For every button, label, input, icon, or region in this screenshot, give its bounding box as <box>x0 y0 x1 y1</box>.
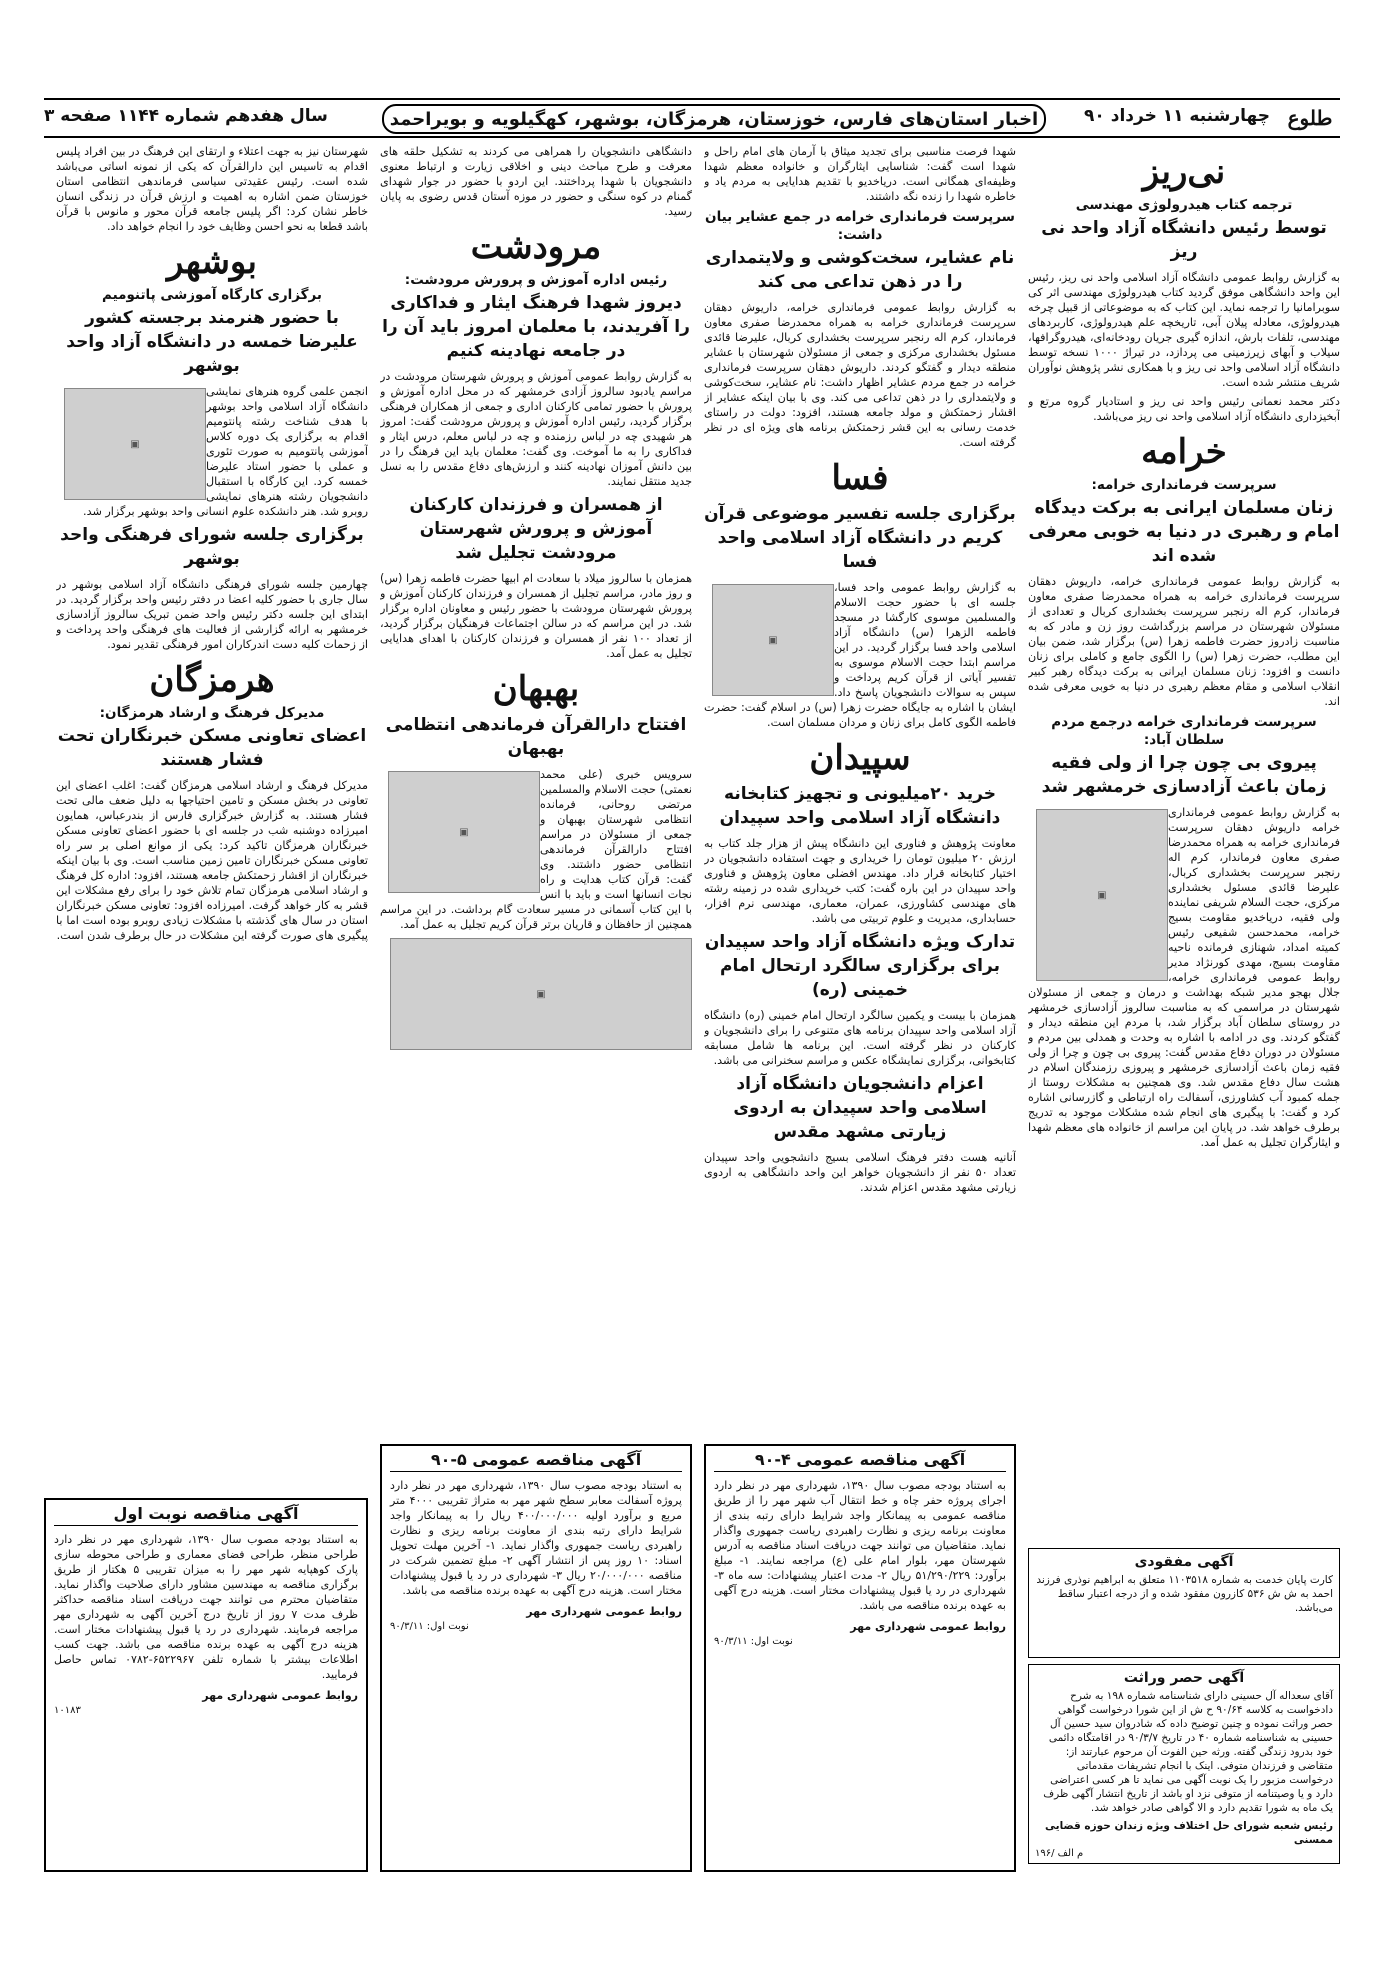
article-photo: ▣ <box>388 771 540 893</box>
city-title-behbahan: بهبهان <box>492 669 580 709</box>
city-title-kharameh: خرامه <box>1141 432 1227 472</box>
article-body: انجمن علمی گروه هنرهای نمایشی دانشگاه آزاد اسلامی واحد بوشهر با هدف شناخت رشته پانتومیم اقدام به برگزاری یک دوره کلاس آموزشی پانتومیم به صورت تئوری و عملی با حضور استاد علیرضا خمسه کرد. این کارگاه با استقبال دانشجویان رشته هنرهای نمایشی روبرو شد. هنر دانشکده علوم انسانی واحد بوشهر برگزار شد. <box>83 385 368 518</box>
city-title-sepidan: سپیدان <box>809 738 911 778</box>
city-title-marvdasht: مرودشت <box>470 227 602 267</box>
ad-title: آگهی مفقودی <box>1134 1554 1234 1570</box>
headline: دیروز شهدا فرهنگ ایثار و فداکاری را آفریدند، با معلمان امروز باید آن را در جامعه نهادینه کنیم <box>382 293 690 361</box>
article-photo: ▣ <box>712 584 834 696</box>
section-banner: اخبار استان‌های فارس، خوزستان، هرمزگان، بوشهر، کهگیلویه و بویراحمد <box>382 104 1046 134</box>
tender-ad-first <box>44 1498 368 1872</box>
article-body: همزمان با سالروز میلاد با سعادت ام ابیها حضرت فاطمه زهرا (س) و روز مادر، مراسم تجلیل از همسران و فرزندان کارکنان آموزش و پرورش شهرستان مرودشت با حضور رئیس و معاونان اداره برگزار شد. در این مراسم که در سالن اجتماعات فرهنگیان برگزار گردید، از تعداد ۱۰۰ نفر از همسران و فرزندان کارکنان با اهدای هدایایی تجلیل به عمل آمد. <box>380 572 692 660</box>
article-body: همزمان با بیست و یکمین سالگرد ارتحال امام خمینی (ره) دانشگاه آزاد اسلامی واحد سپیدان برنامه های متنوعی را برای دانشجویان و کارکنان در نظر گرفته است. این برنامه ها شامل مسابقه کتابخوانی، برگزاری نمایشگاه عکس و مراسم سخنرانی می باشد. <box>704 1009 1016 1067</box>
ad-signature: روابط عمومی شهرداری مهر <box>526 1605 682 1618</box>
column-2 <box>704 144 1016 1424</box>
headline: اعضای تعاونی مسکن خبرنگاران تحت فشار هستند <box>57 726 367 770</box>
headline: تدارک ویژه دانشگاه آزاد واحد سپیدان برای برگزاری سالگرد ارتحال امام خمینی (ره) <box>704 932 1016 1000</box>
kicker: سرپرست فرمانداری خرامه: <box>1091 477 1277 493</box>
headline: از همسران و فرزندان کارکنان آموزش و پرورش شهرستان مرودشت تجلیل شد <box>409 495 663 563</box>
column-4 <box>56 144 368 1484</box>
article-body: معاونت پژوهش و فناوری این دانشگاه پیش از هزار جلد کتاب به ارزش ۲۰ میلیون تومان را خریداری و جهت استفاده دانشجویان در اختیار کتابخانه قرار داد. مهندس افضلی معاون پژوهش و فناوری واحد سپیدان در این باره گفت: کتب خریداری شده در زمینه رشته های مهندسی کشاورزی، عمران، معماری، مهندسی نرم افزار، حسابداری، مدیریت و علوم تربیتی می باشد. <box>704 837 1016 925</box>
newspaper-logo: طلوع <box>1287 106 1333 130</box>
inheritance-notice-ad <box>1028 1664 1340 1864</box>
headline: پیروی بی چون چرا از ولی فقیه زمان باعث آزادسازی خرمشهر شد <box>1041 753 1327 797</box>
tender-ad-4 <box>704 1444 1016 1872</box>
ad-code: نوبت اول: ۹۰/۳/۱۱ <box>714 1636 793 1647</box>
kicker: سرپرست فرمانداری خرامه در جمع عشایر بیان داشت: <box>705 209 1015 243</box>
headline: برگزاری جلسه شورای فرهنگی واحد بوشهر <box>60 525 364 569</box>
ad-signature: روابط عمومی شهرداری مهر <box>850 1620 1006 1633</box>
kicker: سرپرست فرمانداری خرامه درجمع مردم سلطان آباد: <box>1051 714 1317 748</box>
issue-date: چهارشنبه ۱۱ خرداد ۹۰ <box>1084 106 1270 126</box>
article-body: به گزارش روابط عمومی فرمانداری خرامه داریوش دهقان سرپرست فرمانداری خرامه به همراه محمدرضا صفری معاون فرماندار، کرم اله رنجبر سرپرست بخشداری کربال، علیرضا قائدی مسئول بخشداری مرکزی، حجت السلام شریفی نماینده ولی فقیه، دریاخدیو مقاومت بسیج خرامه، محمدحسن شفیعی رئیس کمیته امداد، شهنازی فرمانده ناحیه مقاومت بسیج، مهدی کورنژاد مدیر روابط عمومی فرمانداری خرامه، جلال بهجو مدیر شبکه بهداشت و درمان و جمعی از مسئولان شهرستان در مراسمی که به مناسبت سالروز آزادسازی خرمشهر در روستای سلطان آباد برگزار شد، با مردم این منطقه دیدار و گفتگو کردند. وی در ادامه با اشاره به وحدت و همدلی بین مردم و مسئولان در دوران دفاع مقدس گفت: پیروی بی چون و چرا از ولی فقیه زمان باعث آزادسازی خرمشهر و پیروزی رزمندگان اسلام در هشت سال دفاع مقدس شد. وی همچنین به مشکلات روستا از جمله کمبود آب کشاورزی، آسفالت راه ارتباطی و گازرسانی اشاره کرد و گفت: با پیگیری های انجام شده مشکلات موجود به تدریج برطرف خواهد شد. در پایان این مراسم از خانواده های معظم شهدا و ایثارگران تجلیل به عمل آمد. <box>1028 806 1340 1149</box>
city-title-neyriz: نی‌ریز <box>1142 152 1226 192</box>
ad-code: ۱۹۶/ م الف <box>1035 1848 1084 1859</box>
column-3 <box>380 144 692 1424</box>
page-header <box>44 98 1340 138</box>
ad-signature: روابط عمومی شهرداری مهر <box>202 1689 358 1702</box>
headline: نام عشایر، سخت‌کوشی و ولایتمداری را در ذهن تداعی می کند <box>705 248 1015 292</box>
article-body: به گزارش روابط عمومی واحد فسا، جلسه ای با حضور حجت الاسلام والمسلمین موسوی کارگشا در مسجد فاطمه الزهرا (س) دانشگاه آزاد اسلامی واحد فسا برگزار گردید. در این مراسم ابتدا حجت الاسلام موسوی به تفسیر آیاتی از قرآن کریم پرداخت و سپس به سوالات دانشجویان پاسخ داد. ایشان با اشاره به جایگاه حضرت زهرا (س) در اسلام گفت: حضرت فاطمه الگوی کامل برای زنان و مردان مسلمان است. <box>704 581 1016 729</box>
headline: زنان مسلمان ایرانی به برکت دیدگاه امام و رهبری در دنیا به خوبی معرفی شده اند <box>1028 498 1340 566</box>
article-body: آنانیه هست دفتر فرهنگ اسلامی بسیج دانشجویی واحد سپیدان تعداد ۵۰ نفر از دانشجویان خواهر این واحد دانشگاهی به اردوی زیارتی مشهد مقدس اعزام شدند. <box>704 1151 1016 1194</box>
ad-signature: رئیس شعبه شورای حل اختلاف ویژه زندان حوزه قضایی ممسنی <box>1045 1820 1333 1846</box>
article-body: به گزارش روابط عمومی فرمانداری خرامه، داریوش دهقان سرپرست فرمانداری خرامه به همراه محمدرضا صفری معاون فرماندار، کرم اله رنجبر سرپرست بخشداری کربال، علیرضا قائدی مسئول بخشداری مرکزی و جمعی از مسئولان شهرستان با عشایر منطقه دیدار و گفتگو کردند. داریوش دهقان سرپرست فرمانداری خرامه در جمع مردم عشایر اظهار داشت: نام عشایر، سخت‌کوشی و ولایتمداری را در ذهن تداعی می کند. وی با بیان اینکه عشایر از اقشار زحمتکش و مولد جامعه هستند، افزود: دولت در راستای خدمت رسانی به این قشر زحمتکش برنامه های ویژه ای در نظر گرفته است. <box>704 301 1016 449</box>
city-title-fasa: فسا <box>831 458 889 498</box>
ad-title: آگهی مناقصه نوبت اول <box>54 1506 358 1526</box>
article-body: به گزارش روابط عمومی دانشگاه آزاد اسلامی واحد نی ریز، رئیس این واحد دانشگاهی موفق گردید کتاب هیدرولوژی مهندسی اثر کی سوبرامانیا را ترجمه نماید. این کتاب که به موضوعاتی از قبیل چرخه هیدرولوژی، معادله پیلان آبی، تاریخچه علم هیدرولوژی، کاربردهای مهندسی، تلفات بارش، اندازه گیری جریان رودخانه‌ای، هیدروگرافها، سیلاب و آبهای زیرزمینی می پردازد، در تیراژ ۱۰۰۰ نسخه توسط دانشگاه آزاد اسلامی واحد نی ریز و با همکاری نشر پژوهش نوآوران شریف منتشر شده است. <box>1028 271 1340 389</box>
article-body: چهارمین جلسه شورای فرهنگی دانشگاه آزاد اسلامی بوشهر در سال جاری با حضور کلیه اعضا در دفتر رئیس واحد برگزار گردید. در ابتدای این جلسه دکتر رئیس واحد ضمن تبریک سالروز آزادسازی خرمشهر به ارائه گزارشی از فعالیت های فرهنگی واحد پرداخت و از زحمات کلیه دست اندرکاران امور فرهنگی تقدیر نمود. <box>56 578 368 651</box>
article-body: مدیرکل فرهنگ و ارشاد اسلامی هرمزگان گفت: اغلب اعضای این تعاونی در بخش مسکن و تامین احتیاجها به دلیل ضعف مالی تحت فشار هستند. به گزارش خبرگزاری فارس از بندرعباس، همایون امیرزاده دوشنبه شب در جلسه ای با حضور اعضای تعاونی مسکن خبرنگاران هرمزگان تاکید کرد: یکی از موانع اصلی بر سر راه تعاونی مسکن خبرنگاران تامین زمین مناسب است. وی با بیان اینکه خبرنگاران از اقشار زحمتکش جامعه هستند، افزود: اداره کل فرهنگ و ارشاد اسلامی هرمزگان تمام تلاش خود را برای رفع مشکلات این قشر به کار خواهد گرفت. امیرزاده افزود: تعاونی مسکن خبرنگاران استان در سال های گذشته با مشکلات زیادی روبرو بوده است اما با پیگیری های صورت گرفته این مشکلات در حال برطرف شدن است. <box>56 779 368 942</box>
article-body: دکتر محمد نعمانی رئیس واحد نی ریز و استادیار گروه مرتع و آبخیزداری دانشگاه آزاد اسلامی واحد نی ریز می‌باشد. <box>1028 395 1340 423</box>
headline: خرید ۲۰میلیونی و تجهیز کتابخانه دانشگاه آزاد اسلامی واحد سپیدان <box>719 784 1001 828</box>
headline: افتتاح دارالقرآن فرماندهی انتظامی بهبهان <box>385 715 687 759</box>
ad-body: به استناد بودجه مصوب سال ۱۳۹۰، شهرداری مهر در نظر دارد اجرای پروژه حفر چاه و خط انتقال آب شهر مهر را از طریق مناقصه عمومی به پیمانکار واجد شرایط دارای رتبه بندی از معاونت برنامه ریزی و نظارت راهبردی ریاست جمهوری واگذار نماید. متقاضیان می توانند جهت دریافت اسناد مناقصه به آدرس شهرستان مهر، بلوار امام علی (ع) مراجعه نمایند. ۱- مبلغ برآورد: ۵۱/۲۹۰/۲۲۹ ریال ۲- مدت اعتبار پیشنهادات: سه ماه ۳- شهرداری در رد یا قبول پیشنهادات مختار است. هزینه درج آگهی به عهده برنده مناقصه می باشد. <box>714 1479 1006 1612</box>
headline: اعزام دانشجویان دانشگاه آزاد اسلامی واحد سپیدان به اردوی زیارتی مشهد مقدس <box>733 1074 987 1142</box>
ad-code: نوبت اول: ۹۰/۳/۱۱ <box>390 1621 469 1632</box>
article-body: شهدا فرصت مناسبی برای تجدید میثاق با آرمان های امام راحل و شهدا است گفت: شناسایی ایثارگران و خانواده معظم شهدا وظیفه‌ای همگانی است. دریاخدیو با تقدیم هدایایی به مردم یاد و خاطره شهدا را زنده نگه داشتند. <box>704 145 1016 203</box>
tender-ad-5 <box>380 1444 692 1872</box>
article-photo: ▣ <box>390 938 692 1050</box>
ad-title: آگهی مناقصه عمومی ۵-۹۰ <box>390 1452 682 1472</box>
article-body: دانشگاهی دانشجویان را همراهی می کردند به تشکیل حلقه های معرفت و طرح مباحث دینی و اخلاقی زیارت و ارتباط معنوی دانشجویان با شهدا پرداختند. این اردو با حضور در جوار شهدای گمنام در کوه سنگی و حضور در موزه آستان قدس رضوی به پایان رسید. <box>380 145 692 218</box>
kicker: رئیس اداره آموزش و پرورش مرودشت: <box>404 272 668 288</box>
article-body: سرویس خبری (علی محمد نعمتی) حجت الاسلام والمسلمین مرتضی روحانی، فرمانده انتظامی شهرستان بهبهان و جمعی از مسئولان در مراسم افتتاح دارالقرآن فرماندهی انتظامی حضور داشتند. وی گفت: قرآن کتاب هدایت و راه نجات انسانها است و باید با انس با این کتاب آسمانی در مسیر سعادت گام برداشت. در این مراسم همچنین از حافظان و قاریان برتر قرآن کریم تجلیل به عمل آمد. <box>380 768 692 931</box>
ad-body: به استناد بودجه مصوب سال ۱۳۹۰، شهرداری مهر در نظر دارد طراحی منظر، طراحی فضای معماری و طراحی محوطه سازی پارک کوهپایه شهر مهر را به میزان تقریبی ۵ هکتار از طریق برگزاری مناقصه به مهندسین مشاور دارای صلاحیت واگذار نماید. متقاضیان محترم می توانند جهت دریافت اسناد مناقصه حداکثر ظرف مدت ۷ روز از تاریخ درج آخرین آگهی به شهرداری مهر مراجعه فرمایند. شهرداری در رد یا قبول پیشنهادات مختار است. هزینه درج آگهی به عهده برنده مناقصه می باشد. جهت کسب اطلاعات بیشتر با شماره تلفن ۶۵۲۲۹۶۷-۰۷۸۲ تماس حاصل فرمایید. <box>54 1533 358 1681</box>
lost-notice-ad <box>1028 1548 1340 1658</box>
ad-title: آگهی مناقصه عمومی ۴-۹۰ <box>714 1452 1006 1472</box>
city-title-bushehr: بوشهر <box>167 242 257 282</box>
issue-info: سال هفدهم شماره ۱۱۴۴ صفحه ۳ <box>44 106 328 126</box>
city-title-hormozgan: هرمزگان <box>149 660 275 700</box>
ad-title: آگهی حصر وراثت <box>1123 1670 1245 1686</box>
article-photo: ▣ <box>64 388 206 500</box>
article-photo: ▣ <box>1036 809 1168 981</box>
headline: برگزاری جلسه تفسیر موضوعی قرآن کریم در دانشگاه آزاد اسلامی واحد فسا <box>704 504 1016 572</box>
ad-body: کارت پایان خدمت به شماره ۱۱۰۳۵۱۸ متعلق به ابراهیم نوذری فرزند احمد به ش ش ۵۳۶ کازرون مفقود شده و از درجه اعتبار ساقط می‌باشد. <box>1036 1574 1333 1614</box>
article-body: به گزارش روابط عمومی فرمانداری خرامه، داریوش دهقان سرپرست فرمانداری خرامه به همراه محمدرضا صفری معاون فرماندار، کرم اله رنجبر سرپرست بخشداری کربال و تعدادی از مسئولان شهرستان در مراسم بزرگداشت روز زن و مادر که به مناسبت زادروز حضرت فاطمه زهرا (س) برگزار شد، ضمن بیان این مطلب، حضرت زهرا (س) را الگوی جامع و کاملی برای زنان دانست و افزود: زنان مسلمان ایرانی به برکت دیدگاه رهبر کبیر انقلاب اسلامی و مقام معظم رهبری در دنیا به خوبی معرفی شده اند. <box>1028 575 1340 708</box>
kicker: مدیرکل فرهنگ و ارشاد هرمزگان: <box>99 705 325 721</box>
kicker: ترجمه کتاب هیدرولوژی مهندسی <box>1075 197 1293 213</box>
newspaper-page <box>44 98 1340 1918</box>
headline: با حضور هنرمند برجسته کشور علیرضا خمسه در دانشگاه آزاد واحد بوشهر <box>66 308 358 376</box>
article-body: شهرستان نیز به جهت اعتلاء و ارتقای این فرهنگ در بین افراد پلیس اقدام به تاسیس این دارالقرآن که یکی از نمونه اساتی می‌باشد شده است. رئیس عقیدتی سیاسی فرماندهی انتظامی استان خوزستان ضمن اشاره به اهمیت و ارزش قرآن در زندگی انسان خاطر نشان کرد: اگر پلیس جامعه قرآن محور و مانوس با قرآن باشد قطعا به نحو احسن وظایف خود را انجام خواهد داد. <box>56 145 368 233</box>
ad-body: آقای سعداله آل حسینی دارای شناسنامه شماره ۱۹۸ به شرح دادخواست به کلاسه ۹۰/۶۴ ح ش از این شورا درخواست گواهی حصر وراثت نموده و چنین توضیح داده که شادروان سید حسین آل حسینی به شناسنامه شماره ۴۰ در تاریخ ۹۰/۳/۷ در اقامتگاه دائمی خود بدرود زندگی گفته. ورثه حین الفوت آن مرحوم عبارتند از: متقاضی و فرزندان متوفی. اینک با انجام تشریفات مقدماتی درخواست مزبور را یک نوبت آگهی می نماید تا هر کسی اعتراضی دارد و یا وصیتنامه از متوفی نزد او باشد از تاریخ انتشار آگهی ظرف یک ماه به شورا تقدیم دارد و الا گواهی صادر خواهد شد. <box>1043 1690 1333 1814</box>
ad-code: ۱۰۱۸۳ <box>54 1705 81 1716</box>
headline: توسط رئیس دانشگاه آزاد واحد نی ریز <box>1041 218 1327 262</box>
ad-body: به استناد بودجه مصوب سال ۱۳۹۰، شهرداری مهر در نظر دارد پروژه آسفالت معابر سطح شهر مهر به متراژ تقریبی ۴۰۰۰ متر مربع و برآورد اولیه ۴۰۰/۰۰۰/۰۰۰ ریال را به پیمانکار واجد شرایط دارای رتبه بندی از معاونت برنامه ریزی و نظارت راهبردی ریاست جمهوری واگذار نماید. ۱- آخرین مهلت تحویل اسناد: ۱۰ روز پس از انتشار آگهی ۲- مبلغ تضمین شرکت در مناقصه ۲۰/۰۰۰/۰۰۰ ریال ۳- شهرداری در رد یا قبول پیشنهادات مختار است. هزینه درج آگهی به عهده برنده مناقصه می باشد. <box>390 1479 683 1597</box>
kicker: برگزاری کارگاه آموزشی پاتنومیم <box>102 287 322 303</box>
article-body: به گزارش روابط عمومی آموزش و پرورش شهرستان مرودشت در مراسم یادبود سالروز آزادی خرمشهر که در محل اداره آموزش و پرورش با حضور تمامی کارکنان اداری و جمعی از همکاران فرهنگی برگزار گردید، رئیس اداره آموزش و پرورش مرودشت گفت: امروز هر شهیدی چه در لباس رزمنده و چه در لباس معلم، درس ایثار و فداکاری را به ما آموخت. وی گفت: معلمان باید این فرهنگ را در بین دانش آموزان نهادینه کنند و ارزش‌های دفاع مقدس را به نسل جدید منتقل نمایند. <box>380 370 692 488</box>
